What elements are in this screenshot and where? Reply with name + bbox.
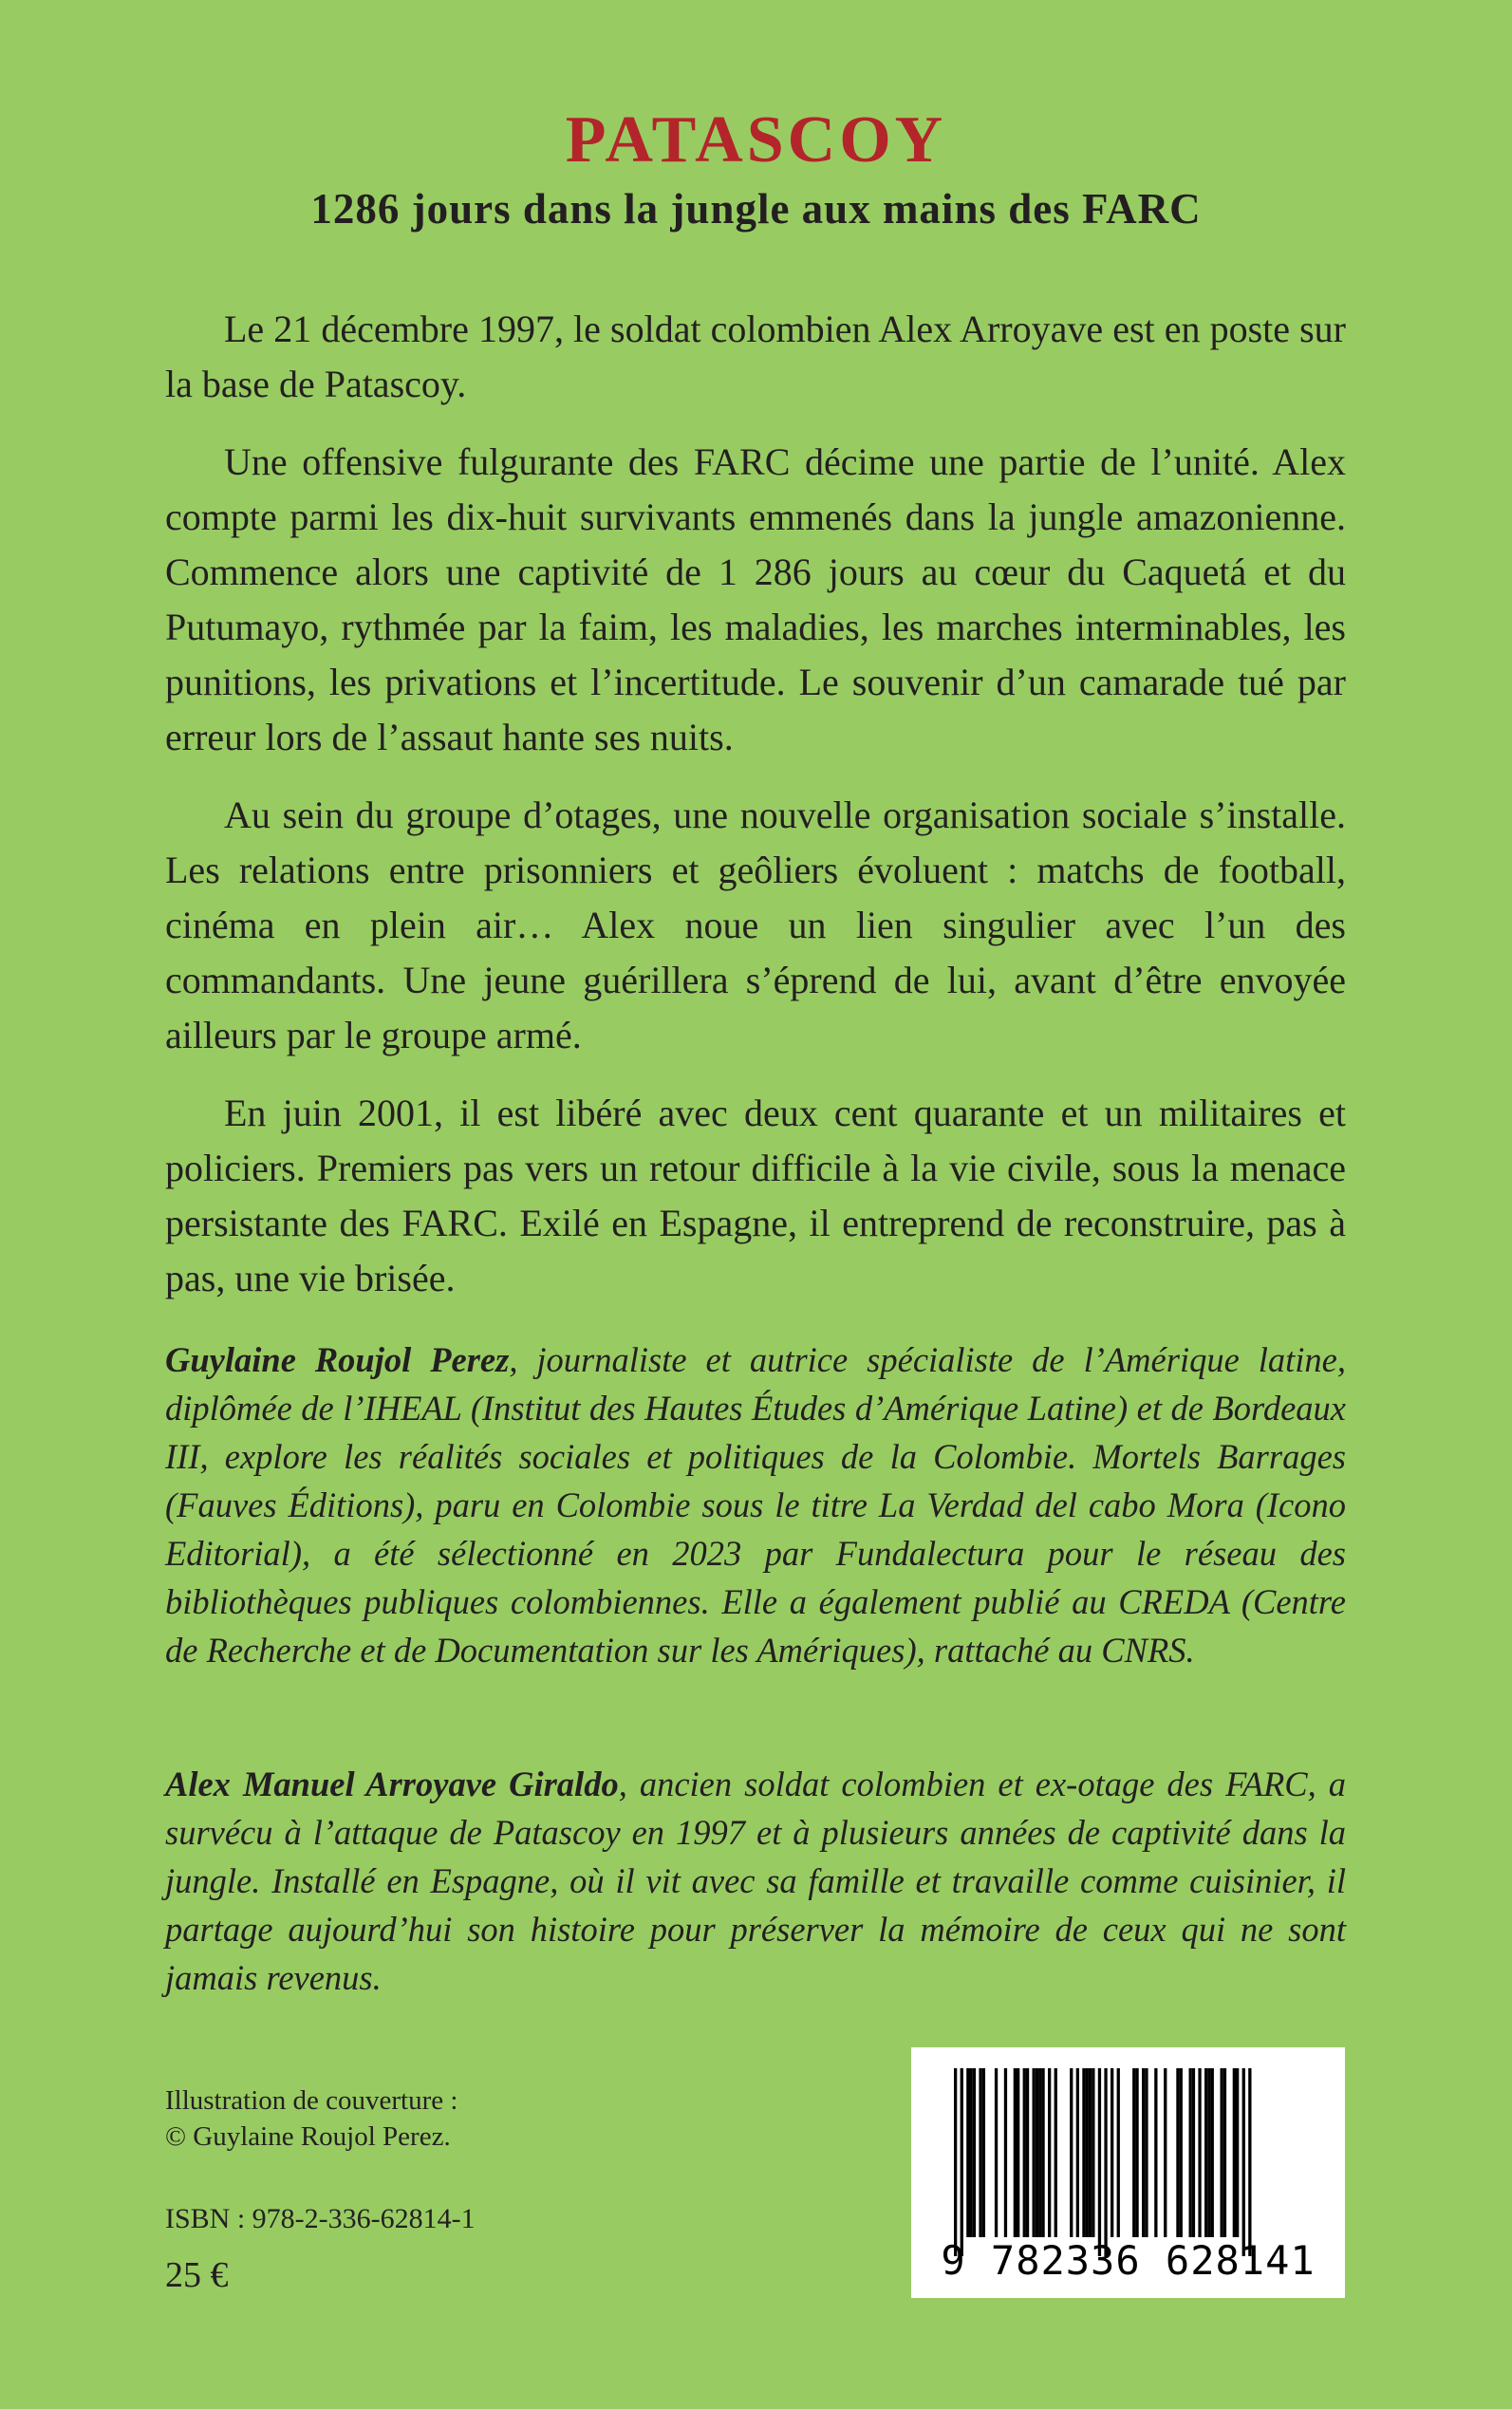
cover-credits [165,2082,457,2155]
synopsis [165,302,1346,1329]
barcode-bar-2 [966,2068,969,2237]
barcode-bar-45 [1233,2068,1236,2237]
barcode-bar-42 [1211,2068,1214,2237]
book-title: PATASCOY [565,103,947,177]
price: 25 € [165,2255,229,2295]
barcode-bar-25 [1098,2068,1101,2256]
barcode-bar-22 [1086,2068,1089,2237]
author-name-guylaine: Guylaine Roujol Perez [165,1340,510,1379]
barcode-bar-34 [1164,2068,1167,2237]
author-name-alex: Alex Manuel Arroyave Giraldo [165,1765,619,1803]
barcode-bar-26 [1104,2068,1107,2256]
barcode-bar-7 [995,2068,998,2237]
barcode-bar-18 [1055,2068,1057,2237]
barcode-bar-39 [1198,2068,1201,2237]
barcode-bar-6 [982,2068,985,2237]
barcode-bar-3 [970,2068,973,2237]
barcode-bar-10 [1017,2068,1019,2237]
isbn: ISBN : 978-2-336-62814-1 [165,2203,476,2234]
barcode-bar-40 [1204,2068,1207,2237]
author-bio-guylaine-text: , journaliste et autrice spécialiste de l’Amérique latine, diplômée de l’IHEAL (Institut des Hautes Études d’Amérique Latine) et de Bordeaux III, explore les réalités sociales et politiques de la Colombie. Mortels Barrages (Fauves Éditions), paru en Colombie sous le titre La Verdad del cabo Mora (Icono Editorial), a été sélectionné en 2023 par Fundalectura pour le réseau des bibliothèques publiques colombiennes. Elle a également publié au CREDA (Centre de Recherche et de Documentation sur les Amériques), rattaché au CNRS. [165,1340,1346,1670]
barcode-bar-16 [1041,2068,1044,2237]
barcode-bar-28 [1117,2068,1120,2237]
author-bio-alex-text: , ancien soldat colombien et ex-otage des FARC, a survécu à l’attaque de Patascoy en 1997 et à plusieurs années de captivité dans la jungle. Installé en Espagne, où il vit avec sa famille et travaille comme cuisinier, il partage aujourd’hui son histoire pour préserver la mémoire de ceux qui ne sont jamais revenus. [165,1765,1346,1997]
barcode-bar-41 [1207,2068,1210,2237]
barcode-bar-46 [1236,2068,1239,2237]
barcode-bar-5 [979,2068,981,2237]
barcode-bar-36 [1180,2068,1183,2237]
barcode-bar-47 [1242,2068,1245,2256]
cover-credits-line-1: Illustration de couverture : [165,2085,458,2116]
synopsis-paragraph-4: En juin 2001, il est libéré avec deux cent quarante et un militaires et policiers. Premiers pas vers un retour difficile à la vie civile, sous la menace persistante des FARC. Exilé en Espagne, il entreprend de reconstruire, pas à pas, une vie brisée. [165,1092,1346,1299]
barcode-bar-30 [1135,2068,1138,2237]
barcode-bar-11 [1023,2068,1026,2237]
book-subtitle: 1286 jours dans la jungle aux mains des FARC [310,185,1202,233]
author-bio-alex [165,1760,1346,2002]
barcode-bar-21 [1082,2068,1085,2237]
synopsis-paragraph-1: Le 21 décembre 1997, le soldat colombien Alex Arroyave est en poste sur la base de Patascoy. [165,308,1346,405]
barcode-bar-4 [973,2068,976,2237]
barcode-bar-1 [961,2068,963,2256]
synopsis-paragraph-2: Une offensive fulgurante des FARC décime une partie de l’unité. Alex compte parmi les dix-huit survivants emmenés dans la jungle amazonienne. Commence alors une captivité de 1 286 jours au cœur du Caquetá et du Putumayo, rythmée par la faim, les maladies, les marches interminables, les punitions, les privations et l’incertitude. Le souvenir d’un camarade tué par erreur lors de l’assaut hante ses nuits. [165,440,1346,758]
barcode-bar-15 [1038,2068,1041,2237]
barcode-bar-38 [1192,2068,1195,2237]
barcode-bar-19 [1070,2068,1073,2237]
barcode-bar-33 [1154,2068,1157,2237]
barcode-digits: 9 782336 628141 [941,2237,1316,2284]
barcode-bar-13 [1033,2068,1036,2237]
barcode-bar-14 [1036,2068,1038,2237]
barcode-bar-9 [1014,2068,1017,2237]
author-bio-guylaine [165,1335,1346,1674]
barcode-bar-12 [1026,2068,1029,2237]
synopsis-paragraph-3: Au sein du groupe d’otages, une nouvelle organisation sociale s’installe. Les relations entre prisonniers et geôliers évoluent : matchs de football, cinéma en plein air… Alex noue un lien singulier avec l’un des commandants. Une jeune guérillera s’éprend de lui, avant d’être envoyée ailleurs par le groupe armé. [165,794,1346,1056]
barcode-bar-0 [954,2068,957,2256]
barcode-bar-23 [1089,2068,1092,2237]
barcode-bar-37 [1189,2068,1192,2237]
barcode-bar-31 [1142,2068,1145,2237]
barcode-bar-44 [1223,2068,1226,2237]
barcode-bar-43 [1221,2068,1223,2237]
cover-credits-line-2: © Guylaine Roujol Perez. [165,2121,451,2152]
barcode-bar-27 [1111,2068,1113,2237]
barcode-bar-20 [1076,2068,1079,2237]
barcode-bar-17 [1048,2068,1051,2237]
barcode-bar-8 [1004,2068,1007,2237]
barcode [911,2047,1345,2298]
barcode-bar-24 [1092,2068,1094,2237]
barcode-bar-29 [1132,2068,1135,2237]
barcode-bar-32 [1145,2068,1148,2237]
barcode-bar-35 [1176,2068,1179,2237]
barcode-bar-48 [1248,2068,1251,2256]
